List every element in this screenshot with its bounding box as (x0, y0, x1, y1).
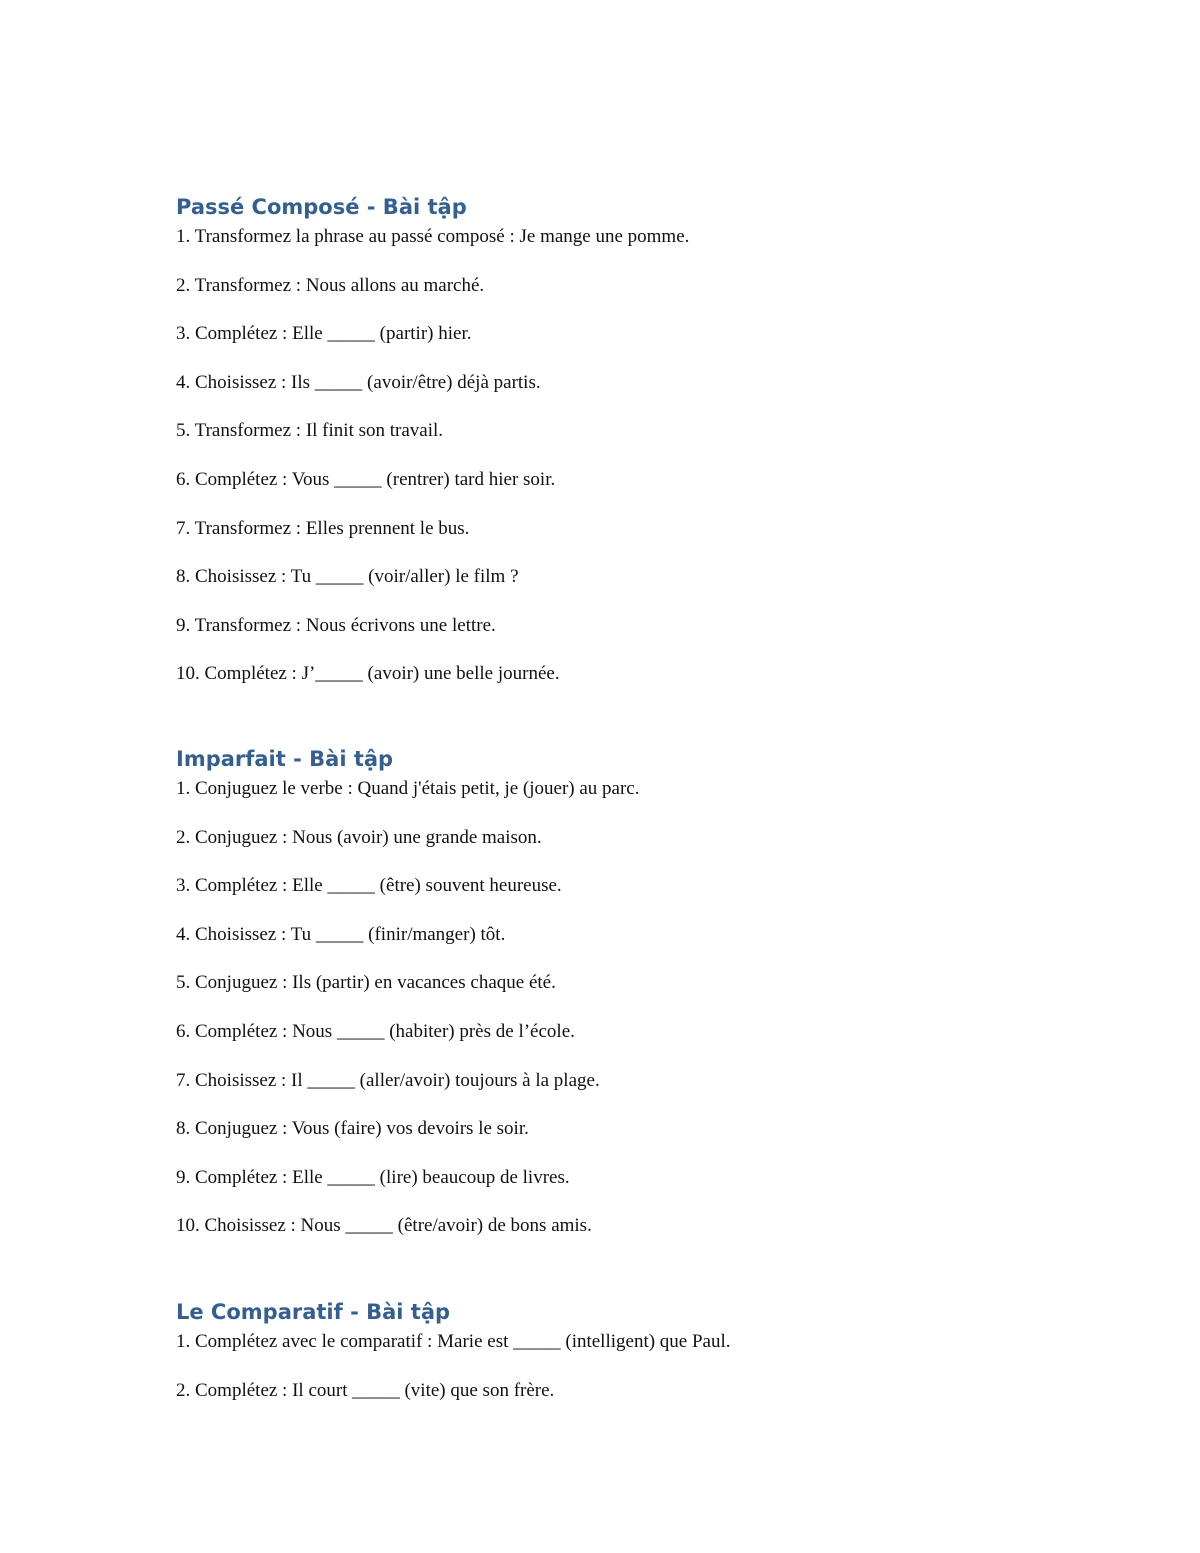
exercise-item: 10. Complétez : J’_____ (avoir) une belle journée. (176, 663, 560, 685)
exercise-item: 5. Conjuguez : Ils (partir) en vacances chaque été. (176, 972, 556, 994)
exercise-item: 1. Complétez avec le comparatif : Marie est _____ (intelligent) que Paul. (176, 1331, 731, 1352)
section-heading: Le Comparatif - Bài tập (176, 1300, 451, 1324)
exercise-item: 2. Conjuguez : Nous (avoir) une grande maison. (176, 826, 542, 848)
section-imparfait (176, 742, 1136, 1262)
exercise-item: 8. Conjuguez : Vous (faire) vos devoirs le soir. (176, 1118, 529, 1140)
exercise-item: 6. Complétez : Vous _____ (rentrer) tard hier soir. (176, 468, 556, 490)
section-heading: Imparfait - Bài tập (176, 747, 394, 771)
exercise-item: 4. Choisissez : Ils _____ (avoir/être) déjà partis. (176, 371, 541, 393)
exercise-item: 2. Transformez : Nous allons au marché. (176, 274, 485, 296)
exercise-item: 9. Transformez : Nous écrivons une lettre. (176, 614, 496, 636)
section-le-comparatif (176, 1295, 1136, 1426)
exercise-item: 5. Transformez : Il finit son travail. (176, 420, 444, 442)
exercise-item: 8. Choisissez : Tu _____ (voir/aller) le film ? (176, 566, 519, 588)
exercise-item: 2. Complétez : Il court _____ (vite) que son frère. (176, 1379, 555, 1401)
exercise-item: 7. Choisissez : Il _____ (aller/avoir) toujours à la plage. (176, 1069, 600, 1091)
exercise-item: 9. Complétez : Elle _____ (lire) beaucoup de livres. (176, 1166, 570, 1188)
section-heading: Passé Composé - Bài tập (176, 195, 467, 219)
exercise-list (176, 1329, 1136, 1426)
exercise-item: 1. Conjuguez le verbe : Quand j'étais petit, je (jouer) au parc. (176, 778, 640, 799)
section-passe-compose (176, 190, 1136, 710)
exercise-list (176, 224, 1136, 710)
exercise-item: 3. Complétez : Elle _____ (partir) hier. (176, 323, 472, 345)
exercise-list (176, 776, 1136, 1262)
exercise-item: 1. Transformez la phrase au passé composé : Je mange une pomme. (176, 226, 690, 247)
exercise-item: 7. Transformez : Elles prennent le bus. (176, 517, 470, 539)
exercise-item: 4. Choisissez : Tu _____ (finir/manger) tôt. (176, 923, 506, 945)
exercise-item: 3. Complétez : Elle _____ (être) souvent heureuse. (176, 875, 562, 897)
exercise-item: 6. Complétez : Nous _____ (habiter) près de l’école. (176, 1020, 575, 1042)
exercise-item: 10. Choisissez : Nous _____ (être/avoir) de bons amis. (176, 1215, 592, 1237)
